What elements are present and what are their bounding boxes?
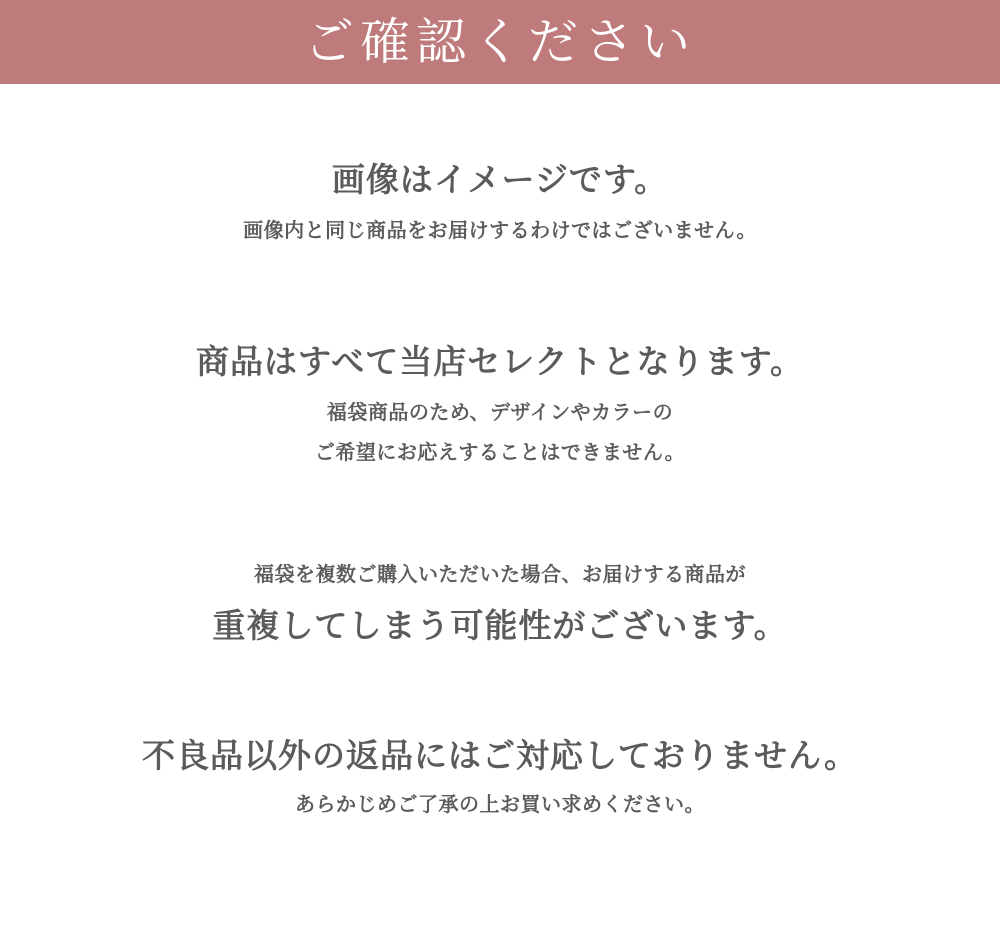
header-banner <box>0 0 1000 84</box>
notice-3-detail: 福袋を複数ご購入いただいた場合、お届けする商品が <box>254 562 746 586</box>
notice-4-heading: 不良品以外の返品にはご対応しておりません。 <box>142 736 858 775</box>
header-title: ご確認ください <box>304 13 696 71</box>
notice-2-detail-line-1: 福袋商品のため、デザインやカラーの <box>326 400 674 424</box>
notice-2-detail-line-2: ご希望にお応えすることはできません。 <box>314 440 686 464</box>
notice-1-heading: 画像はイメージです。 <box>331 160 669 199</box>
notice-4-detail: あらかじめご了承の上お買い求めください。 <box>295 792 705 816</box>
notice-1-detail: 画像内と同じ商品をお届けするわけではございません。 <box>243 218 757 242</box>
notice-2-heading: 商品はすべて当店セレクトとなります。 <box>195 342 805 381</box>
notice-3-heading: 重複してしまう可能性がございます。 <box>212 606 788 645</box>
